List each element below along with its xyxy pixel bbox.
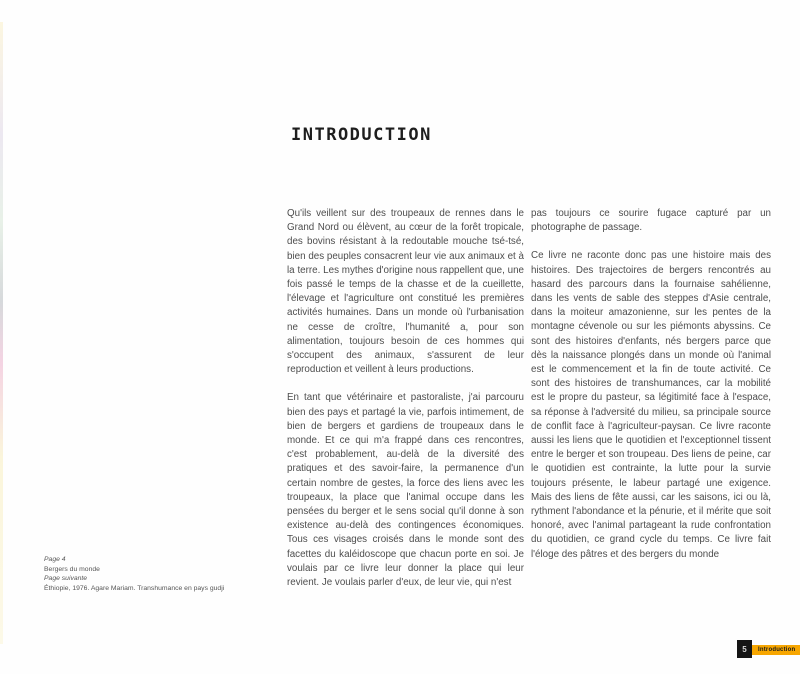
- caption-credit: Éthiopie, 1976. Agare Mariam. Transhumance en pays gudji: [44, 585, 225, 593]
- caption-page-ref: Page suivante: [44, 575, 88, 583]
- page-footer: [737, 640, 800, 658]
- photo-credit-caption: [44, 555, 264, 594]
- paragraph: Ce livre ne raconte donc pas une histoire mais des histoires. Des trajectoires de bergers rencontrés au hasard des parcours dans la fournaise sahélienne, dans les vents de sable des steppes d'Asie centrale, dans la moiteur amazonienne, sur les pentes de la montagne cévenole ou sur les piémonts abyssins. Ce sont des histoires d'enfants, nés bergers parce que dès la naissance plongés dans un monde où l'animal est le commencement et la fin de toute activité. Ce sont des histoires de transhumances, car la mobilité est le propre du pasteur, sa légitimité face à l'espace, sa réponse à l'adversité du milieu, sa principale source de conflit face à l'agriculteur-paysan. Ce livre raconte aussi les liens que le quotidien et l'exceptionnel tissent entre le berger et son troupeau. Des liens de peine, car le quotidien est contrainte, la lutte pour la survie toujours présente, le labeur partagé une exigence. Mais des liens de fête aussi, car les saisons, ici ou là, rythment l'abondance et la pénurie, et il mérite que soit honoré, avec l'animal partageant la rude confrontation du quotidien, ce grand cycle du temps. Ce livre fait l'éloge des pâtres et des bergers du monde: [531, 250, 771, 560]
- page-title: INTRODUCTION: [291, 125, 432, 146]
- section-tab-label: Introduction: [758, 647, 796, 653]
- text-column-left: [287, 207, 524, 604]
- page-number-badge: 5: [737, 640, 752, 658]
- caption-title: Bergers du monde: [44, 565, 100, 573]
- paragraph: pas toujours ce sourire fugace capturé par un photographe de passage.: [531, 208, 771, 234]
- paragraph: Qu'ils veillent sur des troupeaux de rennes dans le Grand Nord ou élèvent, au cœur de la forêt tropicale, des bovins résistant à la redoutable mouche tsé-tsé, bien des peuples consacrent leur vie aux animaux et à la terre. Les mythes d'origine nous rappellent que, une fois passé le temps de la chasse et de la cueillette, l'élevage et l'agriculture ont constitué les premières activités humaines. Dans un monde où l'urbanisation ne cesse de croître, l'humanité a, pour son alimentation, toujours besoin de ces hommes qui s'occupent des animaux, s'assurent de leur reproduction et veillent à leurs productions.: [287, 208, 524, 376]
- paragraph: En tant que vétérinaire et pastoraliste, j'ai parcouru bien des pays et partagé la vie, parfois intimement, de bien de bergers et gardiens de troupeaux dans le monde. Et ce qui m'a frappé dans ces rencontres, c'est probablement, au-delà de la diversité des pratiques et des savoir-faire, la permanence d'un certain nombre de gestes, la force des liens avec les troupeaux, la place que l'animal occupe dans les pensées du berger et le sens social qu'il donne à son existence au-delà des contingences économiques. Tous ces visages croisés dans le monde sont des facettes du kaléidoscope que chacun porte en soi. Je voulais par ce livre leur donner la place qui leur revient. Je voulais parler d'eux, de leur vie, qui n'est: [287, 392, 524, 589]
- text-column-right: [531, 207, 771, 576]
- section-tab-bar: [752, 645, 800, 655]
- page-edge-artifact: [0, 22, 3, 644]
- caption-page-ref: Page 4: [44, 556, 66, 563]
